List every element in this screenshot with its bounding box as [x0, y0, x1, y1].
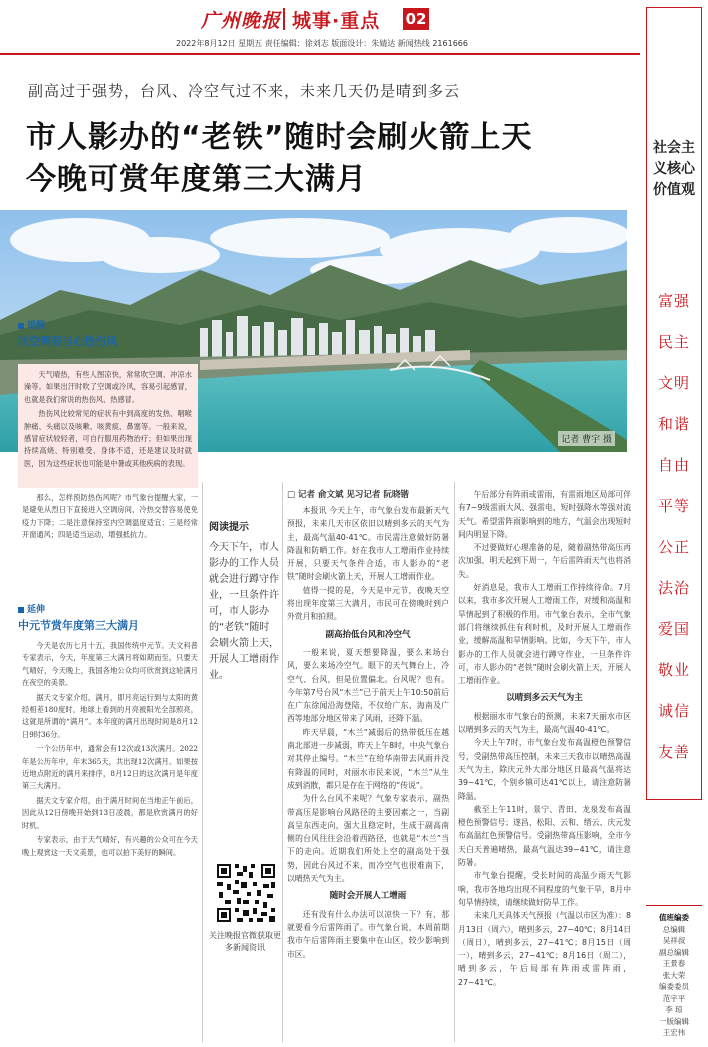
- column-divider: [202, 482, 203, 1042]
- core-value: 富强: [657, 292, 690, 310]
- masthead: [0, 0, 640, 52]
- article-paragraph: 市气象台提醒，受长时间的高温少雨天气影响，我市各地均出现不同程度的气象干旱，8月中旬旱情持续，请继续做好防旱工作。: [458, 871, 631, 907]
- article-paragraph: 根据丽水市气象台的预测，未来7天丽水市区以晴到多云的天气为主，最高气温40-41℃。: [458, 711, 631, 735]
- headline-line-1: 市人影办的“老铁”随时会刷火箭上天: [26, 120, 533, 155]
- core-value: 自由: [657, 456, 690, 474]
- core-value: 诚信: [657, 702, 690, 720]
- sidebar-moon-tag: 延伸: [18, 602, 198, 615]
- sidebar-reminder-title: 吹空调要当心热伤风: [18, 335, 117, 348]
- article-paragraph: 值得一提的是，今天是中元节，夜晚天空将出现年度第三大满月，市民可在傍晚时到户外赏月和拍照。: [287, 585, 449, 622]
- article-paragraph: 未来几天具体天气预报（气温以市区为准）：8月13日（周六），晴到多云，27~40℃；8月14日（周日），晴到多云，27~41℃；8月15日（周一），晴到多云，27~41℃；8月16日（周二），晴到多云，午后局部有阵雨或雷阵雨，27~41℃。: [458, 911, 631, 987]
- sidebar-moon-paragraph: 今天是农历七月十五，我国传统中元节。天文科普专家表示，今天，年度第三大满月将如期而至。只要天气晴好，今天晚上，我国各地公众均可欣赏到这轮满月在夜空的美景。: [22, 641, 198, 688]
- sidebar-reminder-header: [18, 318, 198, 349]
- sidebar-moon-body: [22, 640, 198, 1040]
- reading-notice-label: 阅读提示: [209, 522, 249, 533]
- editor-credit-line: 副总编辑: [659, 947, 689, 957]
- article-paragraph: 午后部分有阵雨或雷雨，有雷雨地区局部可伴有7~9级雷雨大风、强雷电、短时强降水等强对流天气。希望雷阵雨影响到的地方，气温会出现短时间内明显下降。: [458, 490, 631, 539]
- article-subheading: 以晴到多云天气为主: [506, 693, 583, 704]
- section-title: 城事·重点: [292, 10, 381, 32]
- article-paragraph: 好消息是，我市人工增雨工作持续待命。7月以来，我市多次开展人工增雨工作，对缓和高温和旱情起到了积极的作用。市气象台表示，全市气象部门将继续抓住有利时机，及时开展人工增雨作业，缓解高温和旱情影响。比如，今天下午，市人影办的工作人员就会进行蹲守作业，一旦条件许可，市人影办的“老铁”随时会刷火箭上天，开展人工增雨作业。: [458, 583, 631, 686]
- core-value: 公正: [657, 538, 690, 556]
- article-subheading: 随时会开展人工增雨: [329, 891, 407, 902]
- editor-credits-title: 值班编委: [659, 913, 689, 922]
- sidebar-reminder-box: [18, 364, 198, 488]
- editor-credit-line: 王宏伟: [662, 1028, 686, 1037]
- headline-line-2: 今晚可赏年度第三大满月: [26, 162, 367, 197]
- article-paragraph: 为什么台风不来呢？气象专家表示，副热带高压是影响台风路径的主要因素之一，当副高呈东西走向，强大且稳定时，生成于副高南侧的台风往往会沿着西路径，也就是“木兰”当下的走向。近期我们所处上空的副高处于强势，因此台风过不来，而冷空气也很难南下，以晴热天气为主。: [287, 794, 449, 884]
- core-value: 友善: [657, 743, 690, 761]
- article-byline: □ 记者 俞文斌 见习记者 阮晓锴: [287, 490, 409, 500]
- sidebar-moon-paragraph: 据天文专家介绍，由于满月时间在当地正午前后，因此从12日傍晚开始到13日凌晨，都是欣赏满月的好时机。: [22, 795, 198, 830]
- qr-code[interactable]: [215, 862, 277, 924]
- sidebar-reminder-tag: 提醒: [18, 318, 198, 331]
- sidebar-moon-header: [18, 602, 198, 633]
- article-column-a: [287, 504, 449, 1044]
- article-subheading: 副高抬低台风和冷空气: [325, 629, 411, 640]
- editor-credit-line: 范宇平: [662, 993, 686, 1003]
- newspaper-logo: 广州晚报: [201, 10, 282, 32]
- masthead-rule: [0, 53, 640, 55]
- core-value: 文明: [657, 374, 690, 392]
- editor-credit-line: 一版编辑: [659, 1016, 689, 1026]
- editor-credit-line: 王景春: [662, 959, 686, 968]
- core-value: 和谐: [657, 415, 690, 433]
- core-value: 法治: [657, 579, 690, 597]
- editor-credit-line: 总编辑: [662, 924, 686, 934]
- sidebar-moon-paragraph: 专家表示，由于天气晴好，有兴趣的公众可在今天晚上观赏这一天文美景，也可以拍下美好的瞬间。: [22, 835, 198, 857]
- article-paragraph: 一般来说，夏天想要降温，要么来场台风，要么来场冷空气。眼下的天气舞台上，冷空气、台风，但是位置偏北。台风呢？也有。今年第7号台风“木兰”已于前天上午10:50前后在广东徐闻沿海登陆，不仅给广东、海南及广西等地部分地区带来了风雨，还降下温。: [287, 647, 449, 724]
- article-paragraph: 今天上午7时，市气象台发布高温橙色预警信号，受副热带高压控制，未来三天我市以晴热高温天气为主，除庆元外大部分地区日最高气温将达39~41℃，个别乡镇可达41℃以上，请注意防暑降温。: [458, 738, 631, 801]
- core-value: 敬业: [657, 661, 690, 679]
- editor-credit-line: 李 琼: [665, 1005, 683, 1014]
- masthead-divider: [283, 8, 285, 30]
- article-paragraph: 截至上午11时，景宁、青田、龙泉发布高温橙色预警信号；遂昌、松阳、云和、缙云、庆元发布高温红色预警信号。受副热带高压影响，全市今天白天普遍晴热，最高气温达39~41℃，请注意防暑。: [458, 804, 631, 868]
- sidebar-moon-paragraph: 据天文专家介绍，满月，即月亮运行到与太阳的黄经相差180度时，地球上看到的月亮被阳光全部照亮，这就是所谓的“满月”。本年度的满月出现时间是8月12日9时36分。: [22, 692, 198, 739]
- editor-credit-line: 编委委员: [659, 982, 689, 991]
- core-value: 平等: [657, 497, 690, 515]
- article-column-b: [458, 488, 631, 1044]
- editor-credit-line: 吴祥叔: [662, 936, 686, 945]
- kicker-subheadline: 副高过于强势，台风、冷空气过不来，未来几天仍是晴到多云: [28, 82, 461, 100]
- article-paragraph: 还有没有什么办法可以凉快一下？有，那就要看今后雷阵雨了。市气象台说，本周前期我市午后雷阵雨主要集中在山区，较少影响到市区。: [287, 909, 449, 959]
- article-paragraph: 不过要做好心理准备的是，随着副热带高压再次加强，明天起到下周一，午后雷阵雨天气也将消失。: [458, 543, 631, 579]
- sidebar-moon-paragraph: 一个公历年中，通常会有12次或13次满月。2022年是公历年中，年末365天，共出现12次满月。如果按近地点附近的满月来排序，8月12日的这次满月是年度第三大满月。: [22, 744, 198, 791]
- column-divider: [454, 482, 455, 1042]
- core-value: 爱国: [657, 620, 690, 638]
- core-value: 民主: [657, 333, 690, 351]
- article-paragraph: 本报讯 今天上午，市气象台发布最新天气预报，未来几天市区依旧以晴到多云的天气为主，最高气温40-41℃。市民需注意做好防暑降温和防晒工作。好在我市人工增雨作业持续开展，只要天气条件合适，市人影办的“老铁”随时会刷火箭上天，开展人工增雨作业。: [287, 506, 449, 582]
- sidebar-reminder-paragraph: 那么，怎样预防热伤风呢？市气象台提醒大家，一是避免从烈日下直接进入空调房间，冷热交替容易使免疫力下降；二是注意保持室内空调温度适宜；三是经常开窗通风；四是适当运动，增强抵抗力。: [22, 493, 198, 540]
- photo-credit: 记者 曹宇 摄: [558, 431, 615, 446]
- core-values-heading: 社会主义核心价值观: [653, 140, 695, 198]
- sidebar-reminder-body: [22, 492, 198, 592]
- sidebar-moon-title: 中元节赏年度第三大满月: [18, 619, 139, 632]
- editor-credits: [646, 905, 702, 1039]
- article-paragraph: 昨天早晨，“木兰”减弱后的热带低压在越南北部进一步减弱，昨天上午8时，中央气象台对其停止编号。“木兰”在给华南带去风雨并没有降温的同时，对丽水市民来说，“木兰”从生成到消散，都只是存在于网络的“传说”。: [287, 727, 449, 790]
- dateline: 2022年8月12日 星期五 责任编辑：徐刘志 版面设计：朱婧达 新闻热线 2161666: [176, 39, 468, 48]
- page-number: 02: [403, 8, 429, 30]
- editor-credit-line: 张大荣: [662, 970, 686, 980]
- sidebar-reminder-box-paragraph: 热伤风比较常见的症状有中到高度的发热、咽喉肿痛、头痛以及咳嗽、咳黄痰、鼻塞等。一般来说，感冒症状较轻者，可自行服用药物治疗；但如果出现持续高烧、特别难受、身体不适，还是建议及时就医，因为这些症状也可能是中暑或其他疾病的表现。: [24, 409, 192, 468]
- column-divider: [282, 482, 283, 1042]
- sidebar-reminder-box-paragraph: 天气晴热，有些人图凉快，常常吹空调、冲凉水澡等。如果出汗时吹了空调或冷风，容易引起感冒，也就是我们常说的热伤风、热感冒。: [24, 370, 192, 404]
- reading-notice-text: 今天下午，市人影办的工作人员就会进行蹲守作业，一旦条件许可，市人影办的“老铁”随时会刷火箭上天，开展人工增雨作业。: [209, 542, 279, 681]
- core-values-banner: [646, 7, 702, 800]
- qr-caption: 关注晚报官微获取更多新闻资讯: [209, 931, 281, 952]
